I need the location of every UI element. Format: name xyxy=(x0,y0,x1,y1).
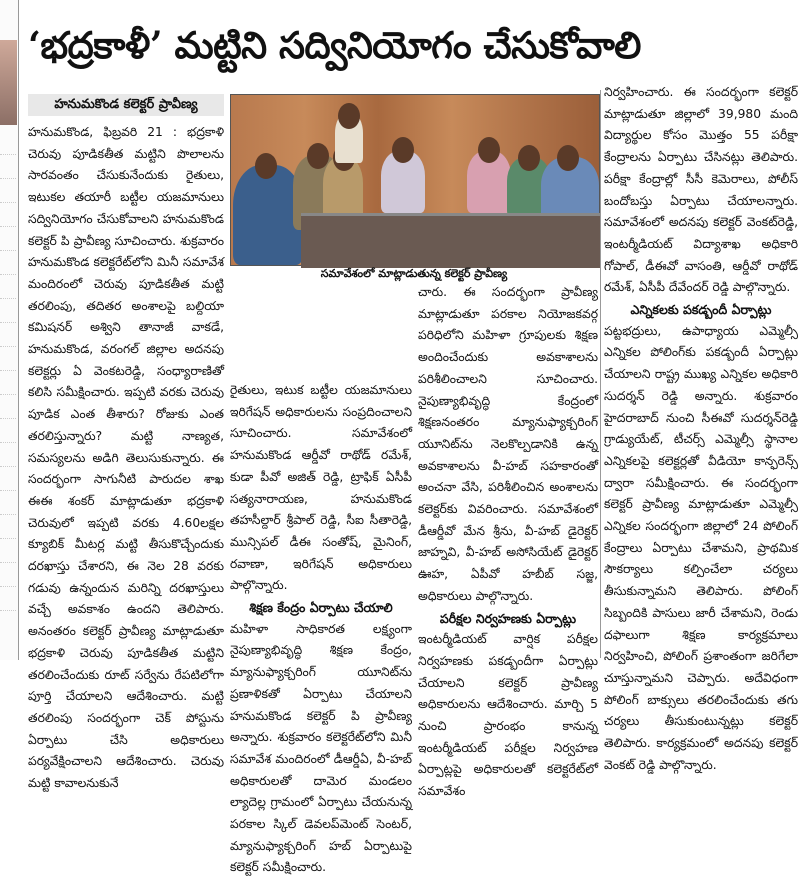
article-column-4 xyxy=(604,82,798,772)
column-divider xyxy=(600,90,601,658)
article-column-3 xyxy=(418,282,598,799)
article-column-2 xyxy=(230,380,412,875)
column-2-text: రైతులు, ఇటుక బట్టీల యజమానులు ఇరిగేషన్ అధికారులను సంప్రదించాలని సూచించారు. సమావేశంలో హనుమకొండ ఆర్డీవో రాథోడ్ రమేశ్, కుడా పీవో అజిత్ రెడ్డి, ట్రాఫిక్ ఏసీపీ సత్యనారాయణ, హనుమకొండ తహసీల్దార్ శ్రీపాల్ రెడ్డి, సీఐ సీతారెడ్డి, మున్సిపల్ డీఈ సంతోష్, మైనింగ్, రవాణా, ఇరిగేషన్ అధికారులు పాల్గొన్నారు. xyxy=(230,383,412,593)
photo-caption: సమావేశంలో మాట్లాడుతున్న కలెక్టర్ ప్రావీణ్య xyxy=(320,267,508,280)
adjacent-article-edge xyxy=(0,0,19,660)
article-byline: హనుమకొండ కలెక్టర్ ప్రావీణ్య xyxy=(28,94,224,116)
column-3-text: చారు. ఈ సందర్భంగా ప్రావీణ్య మాట్లాడుతూ పరకాల నియోజకవర్గ పరిధిలోని మహిళా గ్రూపులకు శిక్షణ అందించేందుకు అవకాశాలను పరిశీలించాలని సూచించారు. నైపుణ్యాభివృద్ధి కేంద్రంలో శిక్షణనంతరం మ్యానుఫ్యాక్చరింగ్ యూనిట్‌ను నెలకొల్పడానికి ఉన్న అవకాశాలను వీ-హబ్ సహకారంతో అంచనా వేసి, పరిశీలించిన అంశాలను కలెక్టర్‌కు వివరించారు. సమావేశంలో డీఆర్డీవో మేన శ్రీను, వీ-హబ్ డైరెక్టర్ జాహ్నవి, వీ-హబ్ అసోసియేట్ డైరెక్టర్ ఊహ, ఏపీవో హబీబ్ సజ్జ, అధికారులు పాల్గొన్నారు. xyxy=(418,285,598,603)
meeting-photo xyxy=(230,94,600,266)
article-headline: ‘భద్రకాళీ’ మట్టిని సద్వినియోగం చేసుకోవాలి xyxy=(28,23,641,67)
subheading-election-arrangements: ఎన్నికలకు పకడ్బందీ ఏర్పాట్లు xyxy=(630,302,772,318)
column-3b-text: ఇంటర్మీడియట్ వార్షిక పరీక్షల నిర్వహణకు పకడ్బందీగా ఏర్పాట్లు చేయాలని కలెక్టర్ ప్రావీణ్య అధికారులను ఆదేశించారు. మార్చి 5 నుంచి ప్రారంభం కానున్న ఇంటర్మీడియట్ పరీక్షల నిర్వహణ ఏర్పాట్లపై అధికారులతో కలెక్టరేట్‌లో సమావేశం xyxy=(418,632,598,799)
adjacent-text-fragment xyxy=(0,140,16,620)
column-2b-text: మహిళా సాధికారత లక్ష్యంగా నైపుణ్యాభివృద్ధి శిక్షణ కేంద్రం, మ్యానుఫ్యాక్చరింగ్ యూనిట్‌ను ప్రణాళికతో ఏర్పాటు చేయాలని హనుమకొండ కలెక్టర్ పి ప్రావీణ్య అన్నారు. శుక్రవారం కలెక్టరేట్‌లోని మినీ సమావేశ మందిరంలో డీఆర్డీఏ, వీ-హబ్ అధికారులతో దామెర మండలం ల్యాదెల్ల గ్రామంలో ఏర్పాటు చేయనున్న పరకాల స్కిల్ డెవలప్‌మెంట్ సెంటర్, మ్యానుఫ్యాక్చరింగ్ హబ్ ఏర్పాటుపై కలెక్టర్ సమీక్షించారు. xyxy=(230,621,412,875)
column-4b-text: పట్టభద్రులు, ఉపాధ్యాయ ఎమ్మెల్సీ ఎన్నికల పోలింగ్‌కు పకడ్బందీ ఏర్పాట్లు చేయాలని రాష్ట్ర ముఖ్య ఎన్నికల అధికారి సుదర్శన్ రెడ్డి అన్నారు. శుక్రవారం హైదరాబాద్ నుంచి సీఈవో సుదర్శన్‌రెడ్డి గ్రాడ్యుయేట్, టీచర్స్ ఎమ్మెల్సీ స్థానాల ఎన్నికలపై కలెక్టర్లతో వీడియో కాన్ఫరెన్స్ ద్వారా సమీక్షించారు. ఈ సందర్భంగా కలెక్టర్ ప్రావీణ్య మాట్లాడుతూ ఎమ్మెల్సీ ఎన్నికల సందర్భంగా జిల్లాలో 24 పోలింగ్ కేంద్రాలు ఏర్పాటు చేశామని, ప్రాథమిక సౌకర్యాలు కల్పించేలా చర్యలు తీసుకున్నామని తెలిపారు. పోలింగ్ సిబ్బందికి పాసులు జారీ చేశామని, రెండు దఫాలుగా శిక్షణ కార్యక్రమాలు నిర్వహించి, పోలింగ్ ప్రశాంతంగా జరిగేలా చూస్తున్నామని చెప్పారు. అదేవిధంగా పోలింగ్ బాక్సులు తరలించేందుకు తగు చర్యలు తీసుకుంటున్నట్లు కలెక్టర్ తెలిపారు. కార్యక్రమంలో అదనపు కలెక్టర్ వెంకట్ రెడ్డి పాల్గొన్నారు. xyxy=(604,323,798,772)
column-4-text: నిర్వహించారు. ఈ సందర్భంగా కలెక్టర్ మాట్లాడుతూ జిల్లాలో 39,980 మంది విద్యార్థుల కోసం మొత్తం 55 పరీక్షా కేంద్రాలను ఏర్పాటు చేసినట్లు తెలిపారు. పరీక్షా కేంద్రాల్లో సీసీ కెమెరాలు, పోలీస్ బందోబస్తు ఏర్పాటు చేయాలన్నారు. సమావేశంలో అదనపు కలెక్టర్ వెంకట్‌రెడ్డి, ఇంటర్మీడియట్ విద్యాశాఖ అధికారి గోపాల్, డీఈవో వాసంతి, ఆర్డీవో రాథోడ్ రమేశ్, ఏసీపీ దేవేందర్ రెడ్డి పాల్గొన్నారు. xyxy=(604,85,798,295)
adjacent-photo-fragment xyxy=(0,40,17,125)
subheading-training-center: శిక్షణ కేంద్రం ఏర్పాటు చేయాలి xyxy=(249,600,393,616)
subheading-exam-arrangements: పరీక్షల నిర్వహణకు ఏర్పాట్లు xyxy=(439,610,577,626)
column-1-text: హనుమకొండ, ఫిబ్రవరి 21 : భద్రకాళి చెరువు పూడికతీత మట్టిని పొలాలను సారవంతం చేసుకునేందుకు రైతులు, ఇటుకల తయారీ బట్టీల యజమానులు సద్వినియోగం చేసుకోవాలని హనుమకొండ కలెక్టర్ పి ప్రావీణ్య సూచించారు. శుక్రవారం హనుమకొండ కలెక్టరేట్‌లోని మినీ సమావేశ మందిరంలో చెరువు పూడికతీత మట్టి తరలింపు, తదితర అంశాలపై బల్దియా కమిషనర్ అశ్విని తానాజీ వాకడే, హనుమకొండ, వరంగల్ జిల్లాల అదనపు కలెక్టర్లు ఏ వెంకటరెడ్డి, సంధ్యారాణితో కలిసి సమీక్షించారు. ఇప్పటి వరకు చెరువు పూడిక ఎంత తీశారు? రోజుకు ఎంత తరలిస్తున్నారు? మట్టి నాణ్యత, సమస్యలను అడిగి తెలుసుకున్నారు. ఈ సందర్భంగా సాగునీటి పారుదల శాఖ ఈఈ శంకర్ మాట్లాడుతూ భద్రకాళి చెరువులో ఇప్పటి వరకు 4.60లక్షల క్యూబిక్ మీటర్ల మట్టి తీసుకొచ్చేందుకు దరఖాస్తు చేశారని, ఈ నెల 28 వరకు గడువు ఉన్నందున మరిన్ని దరఖాస్తులు వచ్చే అవకాశం ఉందని తెలిపారు. అనంతరం కలెక్టర్ ప్రావీణ్య మాట్లాడుతూ భద్రకాళి చెరువు పూడికతీత మట్టిని తరలించేందుకు రూట్ సర్వేను రేపటిలోగా పూర్తి చేయాలని ఆదేశించారు. మట్టి తరలింపు సందర్భంగా చెక్ పోస్టును ఏర్పాటు చేసి అధికారులు పర్యవేక్షించాలని ఆదేశించారు. చెరువు మట్టి కావాలనుకునే xyxy=(28,125,224,791)
article-column-1 xyxy=(28,122,224,791)
